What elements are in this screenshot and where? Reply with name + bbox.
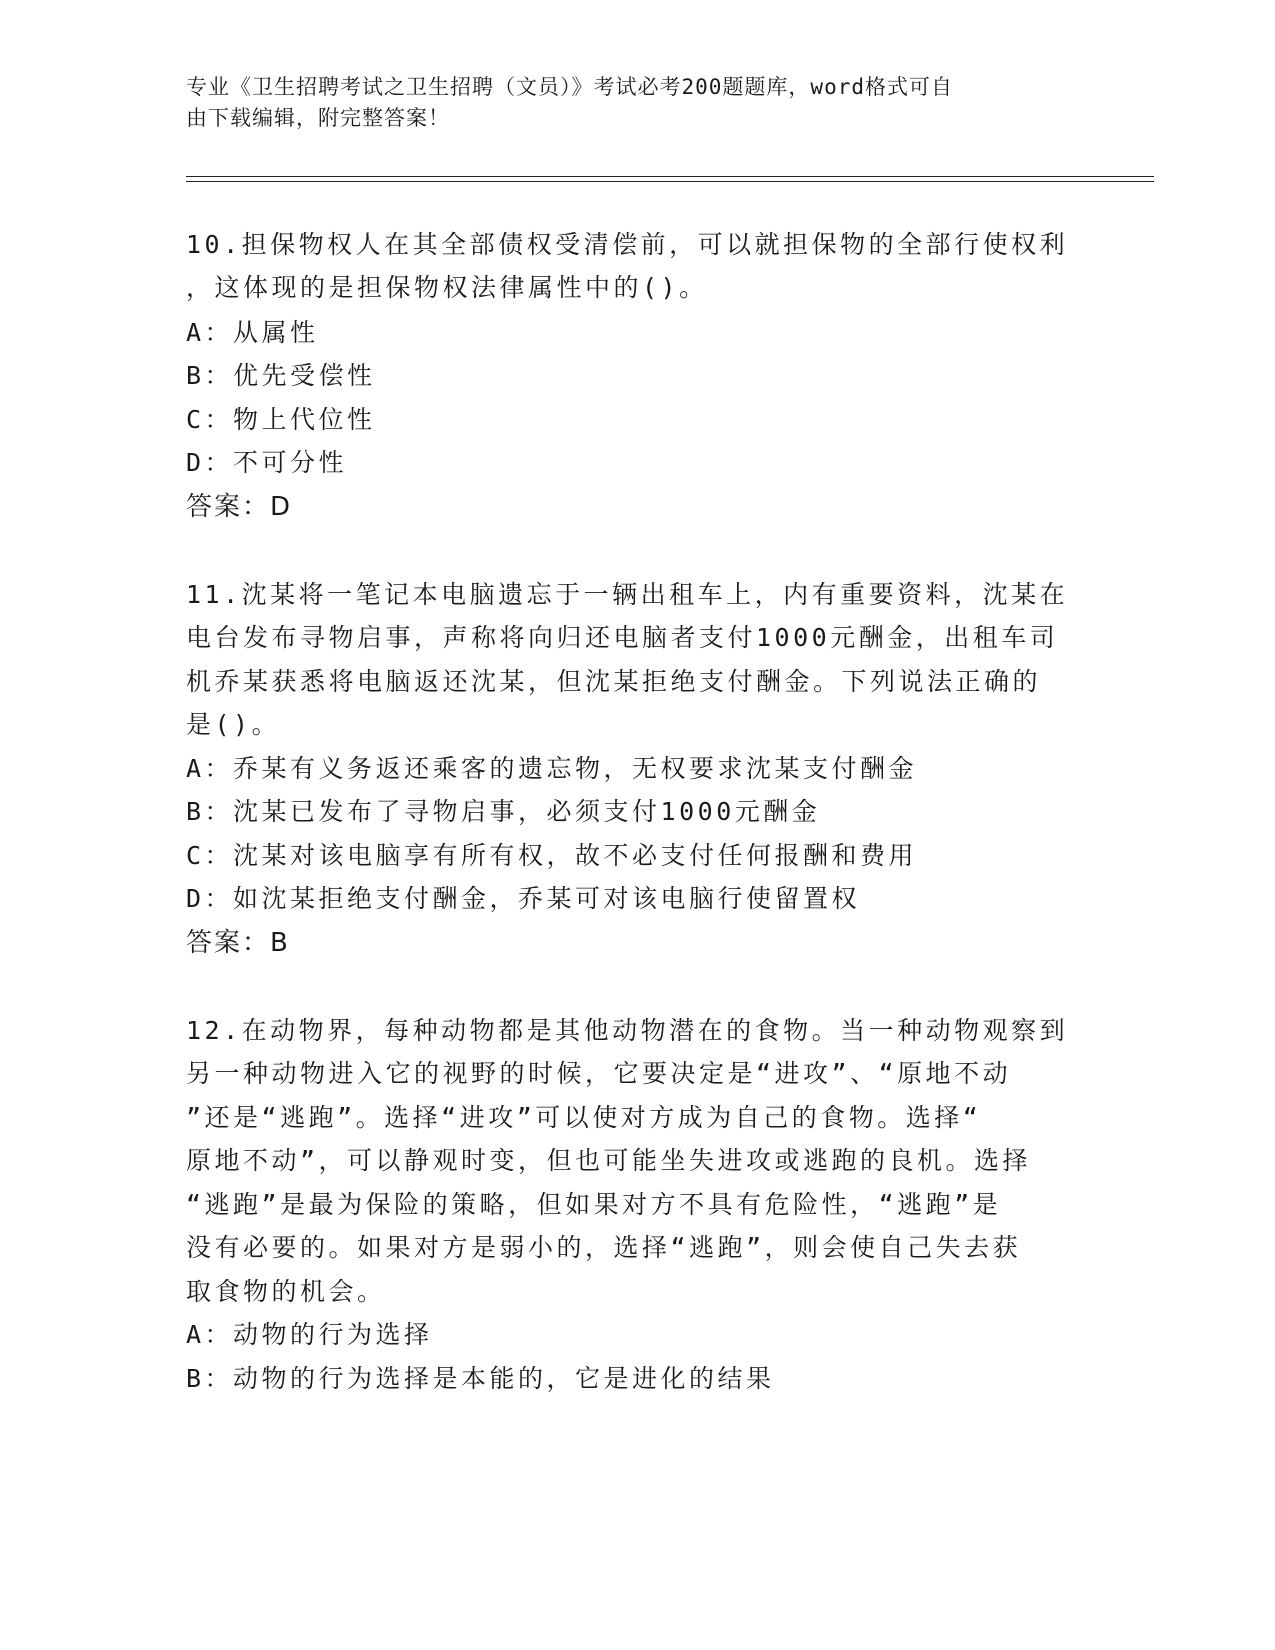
question-stem-line: 机乔某获悉将电脑返还沈某，但沈某拒绝支付酬金。下列说法正确的	[186, 667, 1042, 696]
option-d: D：如沈某拒绝支付酬金，乔某可对该电脑行使留置权	[186, 884, 861, 913]
question-stem-line: 没有必要的。如果对方是弱小的，选择“逃跑”，则会使自己失去获	[186, 1233, 1022, 1262]
option-a: A：乔某有义务返还乘客的遗忘物，无权要求沈某支付酬金	[186, 754, 918, 783]
header-line-1: 专业《卫生招聘考试之卫生招聘（文员）》考试必考200题题库，word格式可自	[186, 75, 953, 99]
question-stem-line: 电台发布寻物启事，声称将向归还电脑者支付1000元酬金，出租车司	[186, 623, 1059, 652]
option-c: C：沈某对该电脑享有所有权，故不必支付任何报酬和费用	[186, 841, 918, 870]
question-stem-line: 11.沈某将一笔记本电脑遗忘于一辆出租车上，内有重要资料，沈某在	[186, 580, 1069, 609]
question-stem-line: 12.在动物界，每种动物都是其他动物潜在的食物。当一种动物观察到	[186, 1016, 1069, 1045]
question-stem-line: 原地不动”，可以静观时变，但也可能坐失进攻或逃跑的良机。选择	[186, 1146, 1032, 1175]
question-stem-line: ，这体现的是担保物权法律属性中的()。	[186, 273, 708, 302]
answer-label: 答案：B	[186, 928, 290, 958]
option-b: B：动物的行为选择是本能的，它是进化的结果	[186, 1364, 775, 1393]
document-header	[186, 72, 1066, 134]
option-c: C：物上代位性	[186, 405, 376, 434]
option-a: A：从属性	[186, 318, 319, 347]
question-stem-line: 另一种动物进入它的视野的时候，它要决定是“进攻”、“原地不动	[186, 1059, 1012, 1088]
answer-label: 答案：D	[186, 492, 293, 522]
option-d: D：不可分性	[186, 448, 348, 477]
header-divider-bottom	[186, 181, 1154, 182]
option-a: A：动物的行为选择	[186, 1320, 433, 1349]
question-stem-line: “逃跑”是最为保险的策略，但如果对方不具有危险性，“逃跑”是	[186, 1190, 1002, 1219]
header-line-2: 由下载编辑，附完整答案！	[186, 106, 450, 130]
question-stem-line: 是()。	[186, 710, 281, 739]
option-b: B：沈某已发布了寻物启事，必须支付1000元酬金	[186, 797, 821, 826]
header-divider-top	[186, 176, 1154, 177]
question-stem-line: 10.担保物权人在其全部债权受清偿前，可以就担保物的全部行使权利	[186, 230, 1069, 259]
question-stem-line: 取食物的机会。	[186, 1277, 386, 1306]
question-stem-line: ”还是“逃跑”。选择“进攻”可以使对方成为自己的食物。选择“	[186, 1103, 982, 1132]
option-b: B：优先受偿性	[186, 361, 376, 390]
